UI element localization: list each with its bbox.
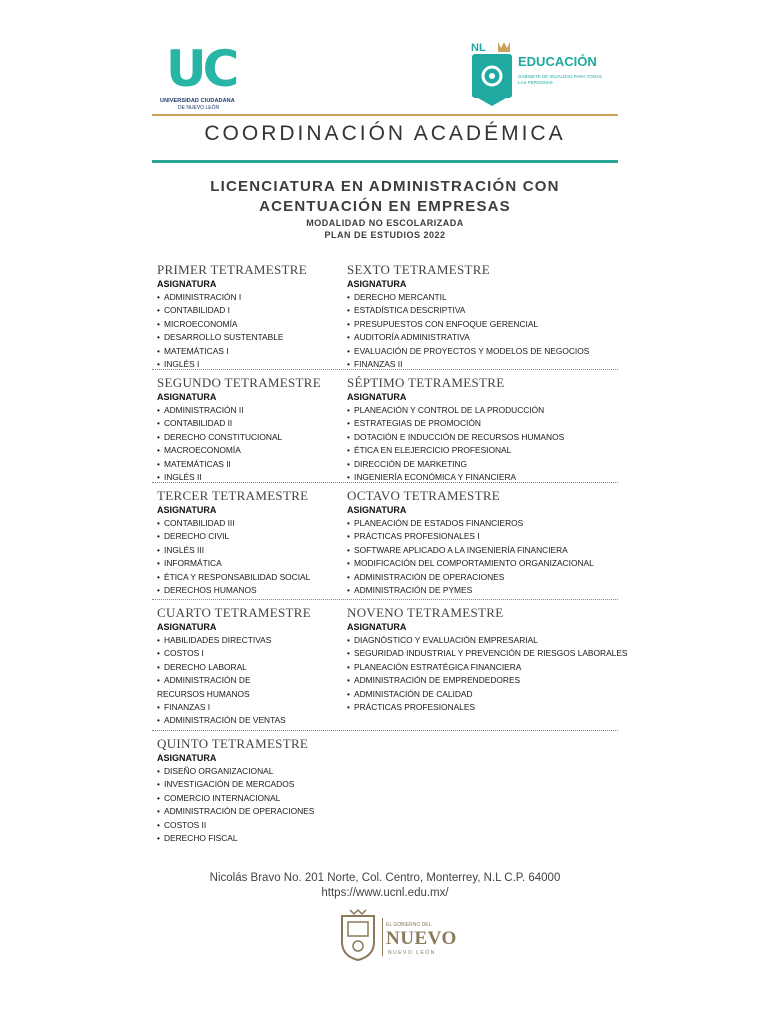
course-item (157, 765, 457, 778)
nl-logo-name: EDUCACIÓN (518, 54, 597, 69)
course-item (347, 571, 647, 584)
bullet: • (347, 318, 350, 329)
course-name: DERECHO CONSTITUCIONAL (164, 431, 283, 442)
bullet: • (347, 458, 350, 469)
course-item (347, 517, 647, 530)
course-name: SEGURIDAD INDUSTRIAL Y PREVENCIÓN DE RIESGOS LABORALES (354, 648, 628, 659)
nl-badge-label: NL (471, 42, 486, 54)
course-name: DERECHO FISCAL (164, 833, 238, 844)
gold-rule (152, 114, 618, 116)
uc-logo-line2: DE NUEVO LEÓN (178, 105, 220, 111)
course-name: AUDITORÍA ADMINISTRATIVA (354, 332, 470, 343)
course-item (157, 805, 457, 818)
gob-big-text: NUEVO (386, 928, 457, 949)
course-name: EVALUACIÓN DE PROYECTOS Y MODELOS DE NEGOCIOS (354, 345, 590, 356)
course-name: COMERCIO INTERNACIONAL (164, 792, 281, 803)
bullet: • (157, 779, 160, 790)
course-name: ADMINISTACIÓN DE CALIDAD (354, 688, 473, 699)
modalidad-label: MODALIDAD NO ESCOLARIZADA (306, 218, 464, 228)
course-item (347, 331, 647, 344)
gobierno-nuevo-leon-logo (336, 908, 456, 962)
course-name: INGLÉS II (164, 472, 202, 483)
course-name: MODIFICACIÓN DEL COMPORTAMIENTO ORGANIZACIONAL (354, 558, 594, 569)
course-name: FINANZAS II (354, 359, 403, 370)
course-item (157, 714, 457, 727)
course-name: CONTABILIDAD III (164, 518, 235, 528)
course-name: SOFTWARE APLICADO A LA INGENIERÍA FINANCIERA (354, 544, 568, 555)
asignatura-heading: ASIGNATURA (157, 279, 217, 289)
course-item (347, 544, 647, 557)
course-name: DERECHO CIVIL (164, 531, 230, 542)
bullet: • (347, 472, 350, 483)
course-name: MATEMÁTICAS I (164, 345, 229, 356)
course-name: PRESUPUESTOS CON ENFOQUE GERENCIAL (354, 318, 539, 329)
term-block-8 (347, 489, 647, 597)
course-name: PRÁCTICAS PROFESIONALES I (354, 531, 480, 542)
course-item (347, 661, 647, 674)
teal-rule (152, 160, 618, 163)
coat-of-arms-icon (336, 908, 380, 962)
course-item (157, 819, 457, 832)
asignatura-heading: ASIGNATURA (347, 392, 407, 402)
bullet: • (157, 332, 160, 343)
bullet: • (157, 359, 160, 370)
bullet: • (347, 635, 350, 645)
course-list (347, 517, 647, 597)
course-name: ÉTICA EN ELEJERCICIO PROFESIONAL (354, 445, 512, 456)
course-name: INGLÉS III (164, 544, 205, 555)
bullet: • (157, 418, 160, 429)
bullet: • (157, 585, 160, 596)
course-name: ADMINISTRACIÓN DE VENTAS (164, 715, 286, 726)
term-title: NOVENO TETRAMESTRE (347, 605, 504, 620)
nl-logo-sub: GABINETE DE IGUALDAD PARA TODAS LAS PERSONAS (518, 74, 603, 85)
course-name: PLANEACIÓN DE ESTADOS FINANCIEROS (354, 518, 524, 528)
degree-title (152, 177, 618, 217)
bullet: • (347, 558, 350, 569)
course-name: ADMINISTRACIÓN II (164, 405, 244, 415)
uc-logo-line1: UNIVERSIDAD CIUDADANA (160, 98, 235, 104)
uc-logo (160, 40, 270, 114)
term-block-7 (347, 376, 647, 484)
degree-title-line1: LICENCIATURA EN ADMINISTRACIÓN CON (210, 178, 560, 195)
course-list (157, 765, 457, 845)
term-title: PRIMER TETRAMESTRE (157, 262, 307, 277)
course-list (347, 291, 647, 371)
term-block-9 (347, 606, 647, 714)
course-name: DERECHO LABORAL (164, 661, 247, 672)
row-divider (152, 482, 618, 483)
asignatura-heading: ASIGNATURA (157, 753, 217, 763)
asignatura-heading: ASIGNATURA (347, 279, 407, 289)
bullet: • (347, 305, 350, 316)
course-name: PLANEACIÓN Y CONTROL DE LA PRODUCCIÓN (354, 405, 545, 415)
bullet: • (157, 345, 160, 356)
course-item (347, 530, 647, 543)
course-name: ADMINISTRACIÓN I (164, 292, 242, 302)
course-name: COSTOS I (164, 648, 204, 659)
course-item (347, 458, 647, 471)
bullet: • (157, 571, 160, 582)
course-item (157, 832, 457, 845)
course-name: ESTADÍSTICA DESCRIPTIVA (354, 305, 466, 316)
bullet: • (157, 675, 160, 686)
bullet: • (157, 702, 160, 713)
course-name: ADMINISTRACIÓN DE OPERACIONES (164, 806, 315, 817)
row-divider (152, 599, 618, 600)
course-item (347, 404, 647, 417)
course-name: ADMINISTRACIÓN DE OPERACIONES (354, 571, 505, 582)
bullet: • (157, 819, 160, 830)
gob-sub-text: NUEVO LEÓN (388, 950, 436, 956)
course-name: FINANZAS I (164, 702, 211, 713)
nl-badge-text (470, 40, 500, 54)
bullet: • (347, 292, 350, 302)
asignatura-heading: ASIGNATURA (157, 392, 217, 402)
bullet: • (157, 318, 160, 329)
term-title: SEGUNDO TETRAMESTRE (157, 375, 321, 390)
course-item (347, 291, 647, 304)
term-title: QUINTO TETRAMESTRE (157, 736, 309, 751)
course-item (157, 778, 457, 791)
bullet: • (347, 702, 350, 713)
course-name: ADMINISTRACIÓN DE PYMES (354, 585, 473, 596)
course-name: PRÁCTICAS PROFESIONALES (354, 702, 475, 713)
course-item (157, 792, 457, 805)
bullet: • (157, 431, 160, 442)
course-name: ADMINISTRACIÓN DE EMPRENDEDORES (354, 675, 521, 686)
bullet: • (157, 558, 160, 569)
term-block-6 (347, 263, 647, 371)
course-name: MATEMÁTICAS II (164, 458, 231, 469)
course-name: MACROECONOMÍA (164, 445, 241, 456)
course-item (347, 444, 647, 457)
uc-logo-letters: UC (166, 40, 236, 98)
course-list (347, 404, 647, 484)
row-divider (152, 369, 618, 370)
course-item (347, 701, 647, 714)
bullet: • (347, 345, 350, 356)
bullet: • (157, 292, 160, 302)
course-list (347, 634, 647, 714)
bullet: • (347, 518, 350, 528)
bullet: • (347, 544, 350, 555)
course-item (347, 634, 647, 647)
bullet: • (157, 806, 160, 817)
bullet: • (347, 585, 350, 596)
plan-label: PLAN DE ESTUDIOS 2022 (324, 230, 446, 240)
term-block-5 (157, 737, 457, 845)
bullet: • (347, 431, 350, 442)
course-name: DERECHO MERCANTIL (354, 292, 447, 302)
bullet: • (347, 359, 350, 370)
bullet: • (157, 518, 160, 528)
bullet: • (157, 661, 160, 672)
gob-small-text: EL GOBIERNO DEL (386, 922, 432, 928)
course-item (347, 304, 647, 317)
bullet: • (157, 445, 160, 456)
footer-address: Nicolás Bravo No. 201 Norte, Col. Centro, Monterrey, N.L C.P. 64000 (209, 872, 561, 884)
bullet: • (347, 571, 350, 582)
coordination-title: COORDINACIÓN ACADÉMICA (204, 122, 566, 145)
course-name: DISEÑO ORGANIZACIONAL (164, 766, 274, 776)
course-name: CONTABILIDAD I (164, 305, 230, 316)
course-name: RECURSOS HUMANOS (157, 688, 250, 699)
course-name: HABILIDADES DIRECTIVAS (164, 635, 272, 645)
course-name: DERECHOS HUMANOS (164, 585, 257, 596)
term-title: SÉPTIMO TETRAMESTRE (347, 375, 505, 390)
bullet: • (157, 635, 160, 645)
course-item (347, 584, 647, 597)
course-item (347, 345, 647, 358)
asignatura-heading: ASIGNATURA (157, 505, 217, 515)
bullet: • (347, 675, 350, 686)
bullet: • (157, 715, 160, 726)
course-name: ÉTICA Y RESPONSABILIDAD SOCIAL (164, 571, 311, 582)
bullet: • (347, 445, 350, 456)
bullet: • (157, 648, 160, 659)
asignatura-heading: ASIGNATURA (347, 505, 407, 515)
course-name: COSTOS II (164, 819, 207, 830)
bullet: • (157, 405, 160, 415)
bullet: • (157, 544, 160, 555)
bullet: • (347, 648, 350, 659)
bullet: • (157, 766, 160, 776)
course-name: INGENIERÍA ECONÓMICA Y FINANCIERA (354, 472, 517, 483)
course-item (347, 674, 647, 687)
course-name: INFORMÁTICA (164, 558, 222, 569)
course-name: DIRECCIÓN DE MARKETING (354, 458, 468, 469)
bullet: • (157, 472, 160, 483)
bullet: • (347, 531, 350, 542)
course-item (347, 557, 647, 570)
bullet: • (157, 531, 160, 542)
course-name: INGLÉS I (164, 359, 200, 370)
course-name: DOTACIÓN E INDUCCIÓN DE RECURSOS HUMANOS (354, 431, 565, 442)
footer-url[interactable]: https://www.ucnl.edu.mx/ (321, 887, 449, 899)
bullet: • (157, 458, 160, 469)
course-name: INVESTIGACIÓN DE MERCADOS (164, 779, 295, 790)
course-item (347, 647, 647, 660)
course-name: PLANEACIÓN ESTRATÉGICA FINANCIERA (354, 661, 522, 672)
bullet: • (347, 405, 350, 415)
bullet: • (157, 833, 160, 844)
logo-separator (382, 918, 383, 956)
term-title: OCTAVO TETRAMESTRE (347, 488, 501, 503)
course-name: CONTABILIDAD II (164, 418, 233, 429)
bullet: • (157, 305, 160, 316)
course-name: DIAGNÓSTICO Y EVALUACIÓN EMPRESARIAL (354, 635, 538, 645)
course-item (347, 431, 647, 444)
course-item (347, 688, 647, 701)
bullet: • (347, 688, 350, 699)
course-name: DESARROLLO SUSTENTABLE (164, 332, 284, 343)
term-title: SEXTO TETRAMESTRE (347, 262, 490, 277)
course-item (347, 417, 647, 430)
course-item (347, 318, 647, 331)
nl-educacion-logo (470, 40, 610, 110)
bullet: • (347, 418, 350, 429)
term-title: TERCER TETRAMESTRE (157, 488, 309, 503)
course-name: MICROECONOMÍA (164, 318, 238, 329)
bullet: • (347, 661, 350, 672)
term-title: CUARTO TETRAMESTRE (157, 605, 312, 620)
asignatura-heading: ASIGNATURA (347, 622, 407, 632)
bullet: • (347, 332, 350, 343)
degree-title-line2: ACENTUACIÓN EN EMPRESAS (259, 198, 511, 215)
asignatura-heading: ASIGNATURA (157, 622, 217, 632)
bullet: • (157, 792, 160, 803)
course-name: ESTRATEGIAS DE PROMOCIÓN (354, 418, 481, 429)
row-divider (152, 730, 618, 731)
course-name: ADMINISTRACIÓN DE (164, 675, 251, 686)
